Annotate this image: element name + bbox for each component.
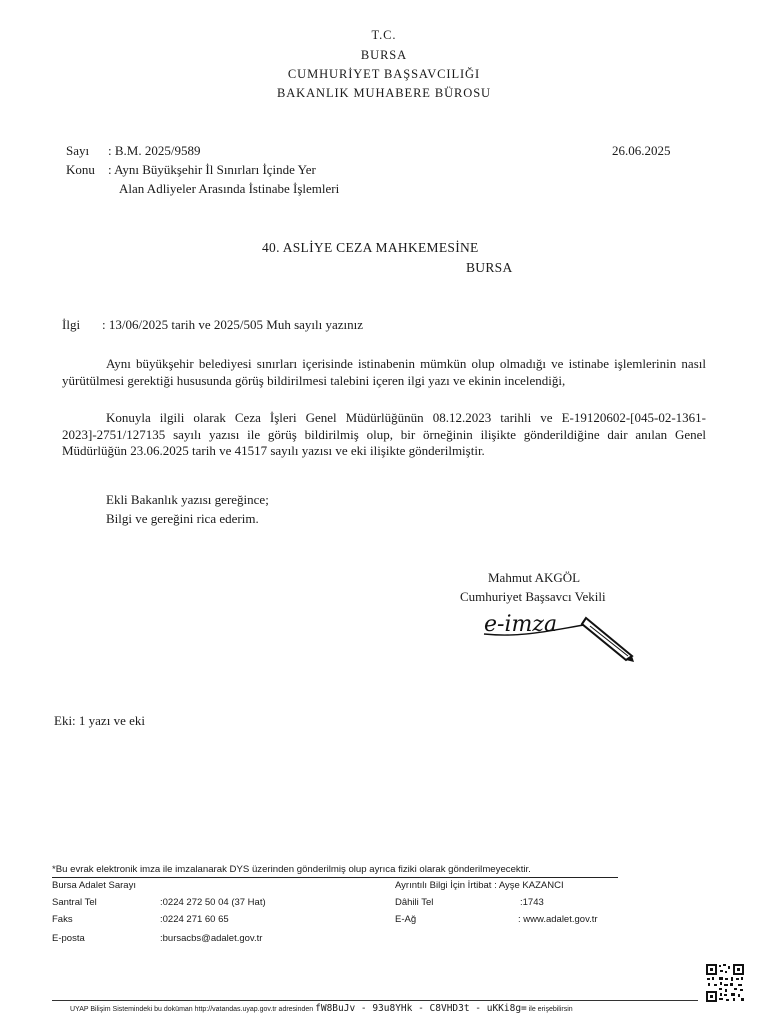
eposta-value[interactable]: :bursacbs@adalet.gov.tr [160, 933, 263, 944]
sayi-label: Sayı [66, 143, 90, 158]
e-signature-stamp [482, 604, 642, 666]
attachment-note: Eki: 1 yazı ve eki [54, 713, 145, 728]
recipient-city: BURSA [466, 260, 513, 275]
konu-line-1: : Aynı Büyükşehir İl Sınırları İçinde Yer [108, 162, 316, 177]
eag-value[interactable]: : www.adalet.gov.tr [518, 914, 598, 925]
eag-label: E-Ağ [395, 914, 417, 925]
faks-value: :0224 271 60 65 [160, 914, 229, 925]
footer-divider [52, 877, 618, 878]
uyap-divider [52, 1000, 698, 1001]
ilgi-label: İlgi [62, 317, 81, 332]
dahili-value: :1743 [520, 897, 544, 908]
body-paragraph-3: Ekli Bakanlık yazısı gereğince; [106, 492, 269, 507]
uyap-code[interactable]: fW8BuJv - 93u8YHk - C8VHD3t - uKKi8g= [315, 1003, 527, 1014]
recipient-court: 40. ASLİYE CEZA MAHKEMESİNE [262, 240, 479, 255]
konu-label: Konu [66, 162, 95, 177]
document-date: 26.06.2025 [612, 143, 671, 158]
santral-label: Santral Tel [52, 897, 97, 908]
uyap-verification-line [70, 1003, 573, 1014]
footer-contact: Ayrıntılı Bilgi İçin İrtibat : Ayşe KAZANCI [395, 880, 564, 891]
header-city: BURSA [360, 48, 408, 62]
body-paragraph-1: Aynı büyükşehir belediyesi sınırları içerisinde istinabenin mümkün olup olmadığı ve istinabe işlemlerinin nasıl yürütülmesi gerektiği hususunda görüş bildirilmesi talebini içeren ilgi yazı ve ekinin incelendiği, [62, 356, 706, 388]
header-department: BAKANLIK MUHABERE BÜROSU [277, 86, 491, 100]
header-institution: CUMHURİYET BAŞSAVCILIĞI [287, 67, 481, 81]
qr-code-icon [705, 963, 745, 1003]
santral-value: :0224 272 50 04 (37 Hat) [160, 897, 266, 908]
dahili-label: Dâhili Tel [395, 897, 434, 908]
footer-notice: *Bu evrak elektronik imza ile imzalanarak DYS üzerinden gönderilmiş olup ayrıca fiziki olarak gönderilmeyecektir. [52, 864, 531, 875]
uyap-prefix: UYAP Bilişim Sistemindeki bu doküman http://vatandas.uyap.gov.tr adresinden [70, 1006, 314, 1013]
konu-line-2: Alan Adliyeler Arasında İstinabe İşlemleri [119, 181, 340, 196]
sayi-value: : B.M. 2025/9589 [108, 143, 201, 158]
pen-icon [482, 604, 642, 666]
signatory-title: Cumhuriyet Başsavcı Vekili [460, 589, 606, 604]
signatory-name: Mahmut AKGÖL [488, 570, 581, 585]
body-paragraph-4: Bilgi ve gereğini rica ederim. [106, 511, 259, 526]
header-tc: T.C. [371, 28, 397, 42]
eposta-label: E-posta [52, 933, 85, 944]
faks-label: Faks [52, 914, 73, 925]
ilgi-text: : 13/06/2025 tarih ve 2025/505 Muh sayılı yazınız [102, 317, 364, 332]
uyap-suffix: ile erişebilirsin [528, 1006, 573, 1013]
footer-org: Bursa Adalet Sarayı [52, 880, 136, 891]
body-paragraph-2: Konuyla ilgili olarak Ceza İşleri Genel Müdürlüğünün 08.12.2023 tarihli ve E-19120602-[045-02-1361-2023]-2751/127135 sayılı yazısı ile görüş bildirilmiş olup, bir örneğinin ilişikte gönderildiğine dair anılan Genel Müdürlüğün 23.06.2025 tarih ve 41517 sayılı yazısı ve eki ilişikte gönderilmiştir. [62, 410, 706, 458]
e-imza-text: e-imza [484, 612, 558, 637]
